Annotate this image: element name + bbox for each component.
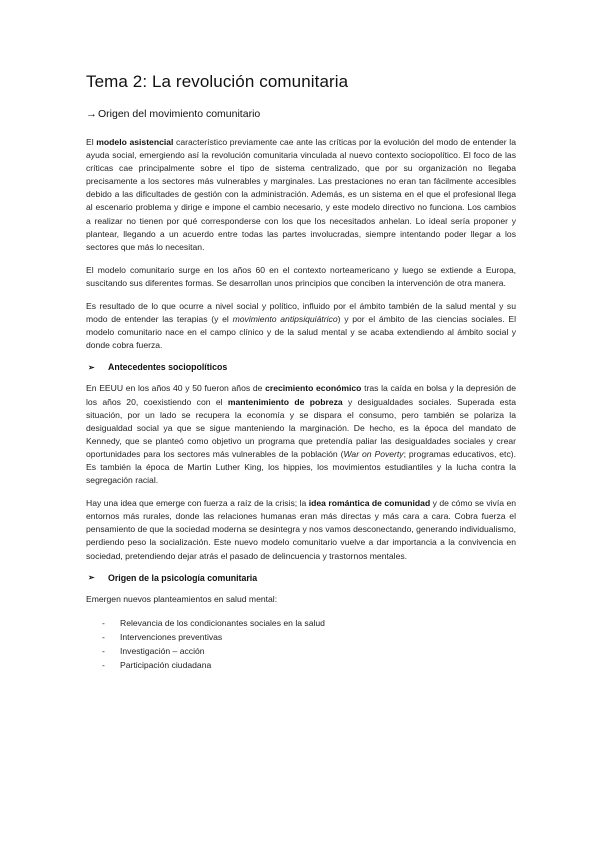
text-run: Hay una idea que emerge con fuerza a raíz de la crisis; la [86,498,309,509]
dash-list [86,616,516,672]
dash-marker: - [102,617,105,628]
arrow-right-icon: → [86,108,97,120]
italic-term: movimiento antipsiquiátrico [232,314,338,325]
paragraph-modelo-asistencial [86,136,516,254]
dash-marker: - [102,631,105,642]
list-item-text: Investigación – acción [120,645,205,656]
arrowhead-bullet-icon: ➢ [88,362,95,372]
subsection-label: Antecedentes sociopolíticos [108,362,228,373]
text-run: característico previamente cae ante las críticas por la evolución del modo de entender la ayuda social, emergiendo así la revolución comunitaria vinculada al nuevo contexto sociopolítico. El foco de las críticas cae principalmente sobre el tipo de sistema centralizado, que por su organización no llegaba precisamente a los sectores más vulnerables y marginales. Las prestaciones no eran tan fácilmente accesibles debido a las dificultades de gestión con la administración. Además, es un sistema en el que el profesional llega al escenario problema y dirige e impone el cambio necesario, y este modelo directivo no funciona. Los cambios a realizar no tienen por qué corresponderse con los que los necesitados anhelan. Lo ideal sería proponer y plantear, llegando a un acuerdo entre todas las partes involucradas, siempre intentando poder llegar a los sectores que más lo necesitan. [86,137,516,252]
text-run: ) y por el ámbito de las ciencias sociales. El modelo comunitario nace en el campo clínico y de la salud mental y se acaba extendiendo al ámbito social y donde cobra fuerza. [86,314,517,351]
section-heading-label: Origen del movimiento comunitario [98,108,261,120]
list-item [86,630,516,644]
text-run: y desigualdades sociales. Superada esta situación, por un lado se recupera la economía y se dispara el consumo, pero también se polariza la desigualdad social ya que se sigue manteniendo la marginación. De hecho, es la época del mandato de Kennedy, que se planteó como objetivo un programa que pretendía paliar las desigualdades sociales y crear oportunidades para los sectores más vulnerables de la población ( [86,396,516,459]
subsection-label: Origen de la psicología comunitaria [108,572,258,583]
list-item-text: Relevancia de los condicionantes sociales en la salud [120,617,325,628]
paragraph-idea-romantica [86,497,516,562]
bold-term: mantenimiento de pobreza [227,396,343,407]
italic-term: War on Poverty [343,448,404,459]
paragraph-emergen: Emergen nuevos planteamientos en salud mental: [86,593,278,604]
list-item-text: Intervenciones preventivas [120,631,223,642]
subsection-antecedentes [88,362,516,372]
bold-term: crecimiento económico [265,383,362,394]
list-item [86,616,516,630]
arrowhead-bullet-icon: ➢ [88,573,95,583]
section-heading-origen-movimiento [86,108,516,120]
bold-term: modelo asistencial [96,137,174,147]
text-run: ; programas educativos, etc). Es también la época de Martin Luther King, los hippies, los movimientos estudiantiles y la lucha contra la segregación racial. [86,448,516,486]
paragraph-resultado [86,300,516,352]
document-body [86,72,516,672]
text-run: En EEUU en los años 40 y 50 fueron años de [86,383,266,394]
text-run: Es resultado de lo que ocurre a nivel social y político, influido por el ámbito también de la salud mental y su modo de entender las terapias (y el [86,301,516,325]
paragraph-eeuu [86,382,516,487]
list-item [86,658,516,672]
text-run: tras la caída en bolsa y la depresión de los años 20, coexistiendo con el [86,383,516,407]
subsection-origen-psicologia [88,573,516,583]
text-run: El [86,137,97,147]
list-item [86,644,516,658]
dash-marker: - [102,645,105,656]
text-run: y de cómo se vivía en entornos más rurales, donde las relaciones humanas eran más directas y más cara a cara. Cobra fuerza el pensamiento de que la sociedad moderna se desintegra y nos vamos desconectando, generando individualismo, perdiendo peso la socialización. Este nuevo modelo comunitario vuelve a dar importancia a la convivencia en sociedad, pretendiendo dejar atrás el pasado de delincuencia y trastornos mentales. [86,498,517,561]
paragraph-modelo-comunitario: El modelo comunitario surge en los años 60 en el contexto norteamericano y luego se extiende a Europa, suscitando sus diferentes formas. Se desarrollan unos principios que conciben la intervención de otra manera. [86,264,516,288]
bold-term: idea romántica de comunidad [308,498,431,509]
page-title: Tema 2: La revolución comunitaria [86,72,349,91]
list-item-text: Participación ciudadana [120,659,212,670]
dash-marker: - [102,659,105,670]
